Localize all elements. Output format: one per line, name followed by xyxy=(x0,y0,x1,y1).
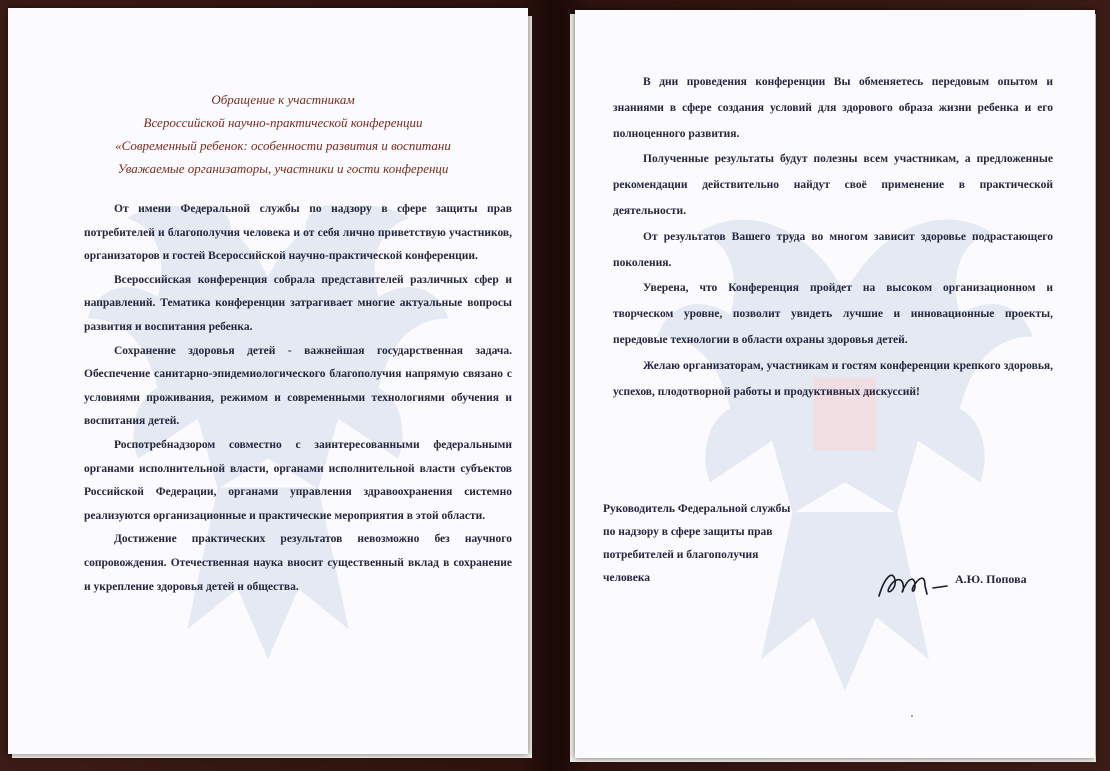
left-page xyxy=(8,8,528,754)
signatory-title-line: человека xyxy=(603,572,651,584)
paragraph: От результатов Вашего труда во многом зависит здоровье подрастающего поколения. xyxy=(613,230,1053,269)
paragraph: От имени Федеральной службы по надзору в сфере защиты прав потребителей и благополучия человека и от себя лично приветствую участников, организаторов и гостей Всероссийской научно-практической конференции. xyxy=(84,203,512,263)
paragraph: Достижение практических результатов невозможно без научного сопровождения. Отечественная наука вносит существенный вклад в сохранение и укрепление здоровья детей и общества. xyxy=(84,533,512,593)
paragraph: В дни проведения конференции Вы обменяетесь передовым опытом и знаниями в сфере создания условий для здорового образа жизни ребенка и его полноценного развития. xyxy=(613,76,1053,140)
paragraph: Сохранение здоровья детей - важнейшая государственная задача. Обеспечение санитарно-эпидемиологического благополучия напрямую связано с условиями проживания, режимом и современными технологиями обучения и воспитания детей. xyxy=(84,344,512,428)
paragraph: Полученные результаты будут полезны всем участникам, а предложенные рекомендации действительно найдут своё применение в практической деятельности. xyxy=(613,153,1053,217)
handwritten-signature xyxy=(875,566,955,606)
heading-line-4: Уважаемые организаторы, участники и гости конференци xyxy=(117,161,449,176)
signer-name: А.Ю. Попова xyxy=(955,572,1027,586)
paragraph: Желаю организаторам, участникам и гостям конференции крепкого здоровья, успехов, плодотворной работы и продуктивных дискуссий! xyxy=(613,359,1053,398)
right-body-text xyxy=(613,70,1053,405)
right-page xyxy=(575,10,1095,758)
signatory-title xyxy=(603,498,843,590)
signatory-title-line: потребителей и благополучия xyxy=(603,549,759,561)
left-body-text xyxy=(84,198,512,599)
heading-line-1: Обращение к участникам xyxy=(211,92,355,107)
paragraph: Роспотребнадзором совместно с заинтересованными федеральными органами исполнительной власти, органами исполнительной власти субъектов Российской Федерации, органами управления здравоохранения системно реализуются организационные и практические мероприятия в этой области. xyxy=(84,438,512,522)
heading-line-3: «Современный ребенок: особенности развития и воспитани xyxy=(115,138,451,153)
signatory-title-line: по надзору в сфере защиты прав xyxy=(603,526,773,538)
paragraph: Уверена, что Конференция пройдет на высоком организационном и творческом уровне, позволит увидеть лучшие и инновационные проекты, передовые технологии в области охраны здоровья детей. xyxy=(613,282,1053,346)
paper-speck xyxy=(911,715,913,717)
heading-line-2: Всероссийской научно-практической конференции xyxy=(143,115,423,130)
paragraph: Всероссийская конференция собрала представителей различных сфер и направлений. Тематика конференции затрагивает многие актуальные вопросы развития и воспитания ребенка. xyxy=(84,273,512,333)
signatory-title-line: Руководитель Федеральной службы xyxy=(603,503,791,515)
